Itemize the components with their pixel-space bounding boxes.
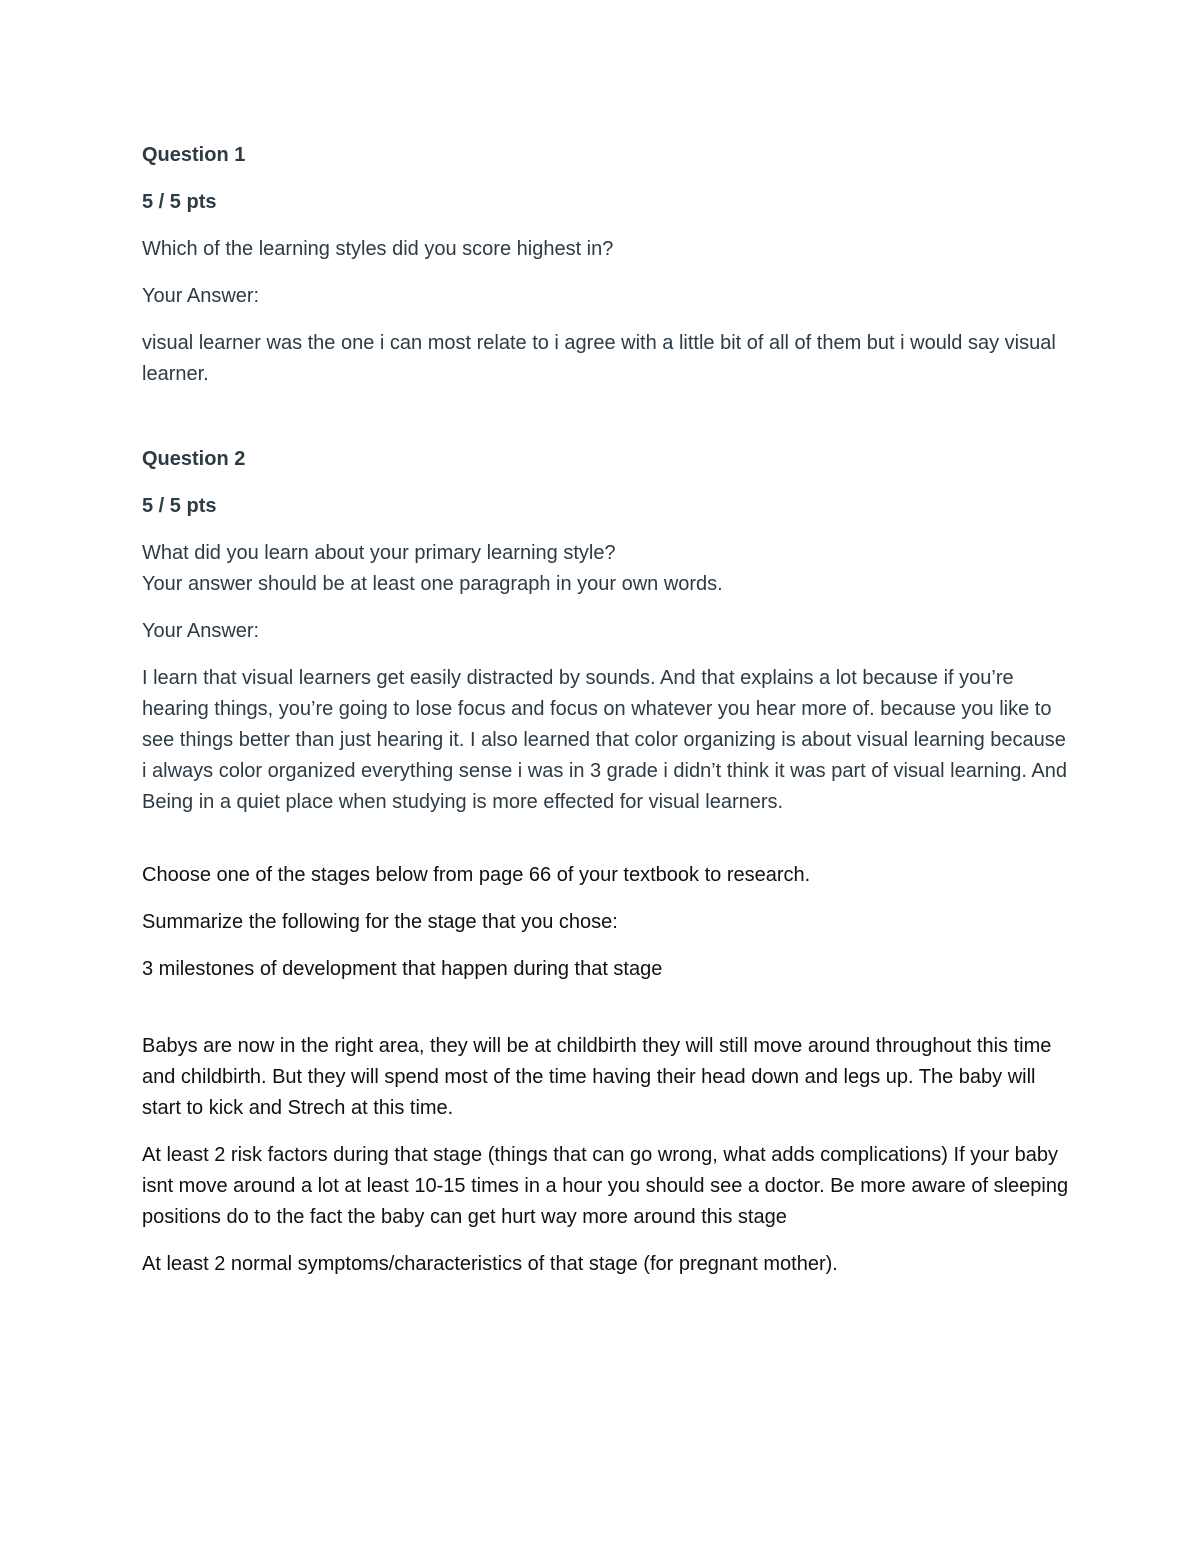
question-2-answer: I learn that visual learners get easily distracted by sounds. And that explains a lot because if you’re hearing things, you’re going to lose focus and focus on whatever you hear more of. because you like to see things better than just hearing it. I also learned that color organizing is about visual learning because i always color organized everything sense i was in 3 grade i didn’t think it was part of visual learning. And Being in a quiet place when studying is more effected for visual learners. [142,667,1067,813]
document-page [142,140,1072,1280]
question-2-prompt [142,538,1072,600]
risk-factors-text: At least 2 risk factors during that stage (things that can go wrong, what adds complications) If your baby isnt move around a lot at least 10-15 times in a hour you should see a doctor. Be more aware of sleeping positions do to the fact the baby can get hurt way more around this stage [142,1144,1069,1228]
question-1-prompt: Which of the learning styles did you score highest in? [142,238,614,260]
milestones-prompt: 3 milestones of development that happen during that stage [142,958,663,980]
question-1-answer: visual learner was the one i can most relate to i agree with a little bit of all of them but i would say visual learner. [142,332,1056,385]
stage-summarize-prompt: Summarize the following for the stage that you chose: [142,911,618,933]
question-2-title: Question 2 [142,448,246,470]
symptoms-prompt: At least 2 normal symptoms/characteristics of that stage (for pregnant mother). [142,1253,838,1275]
question-2-prompt-line-1: What did you learn about your primary learning style? [142,542,616,564]
question-1-title: Question 1 [142,144,246,166]
milestones-answer: Babys are now in the right area, they will be at childbirth they will still move around throughout this time and childbirth. But they will spend most of the time having their head down and legs up. The baby will start to kick and Strech at this time. [142,1035,1052,1119]
question-1-answer-label: Your Answer: [142,285,260,307]
question-2-prompt-line-2: Your answer should be at least one paragraph in your own words. [142,573,723,595]
question-1-points: 5 / 5 pts [142,191,217,213]
question-2-points: 5 / 5 pts [142,495,217,517]
question-2-answer-label: Your Answer: [142,620,260,642]
stage-instruction: Choose one of the stages below from page 66 of your textbook to research. [142,864,811,886]
